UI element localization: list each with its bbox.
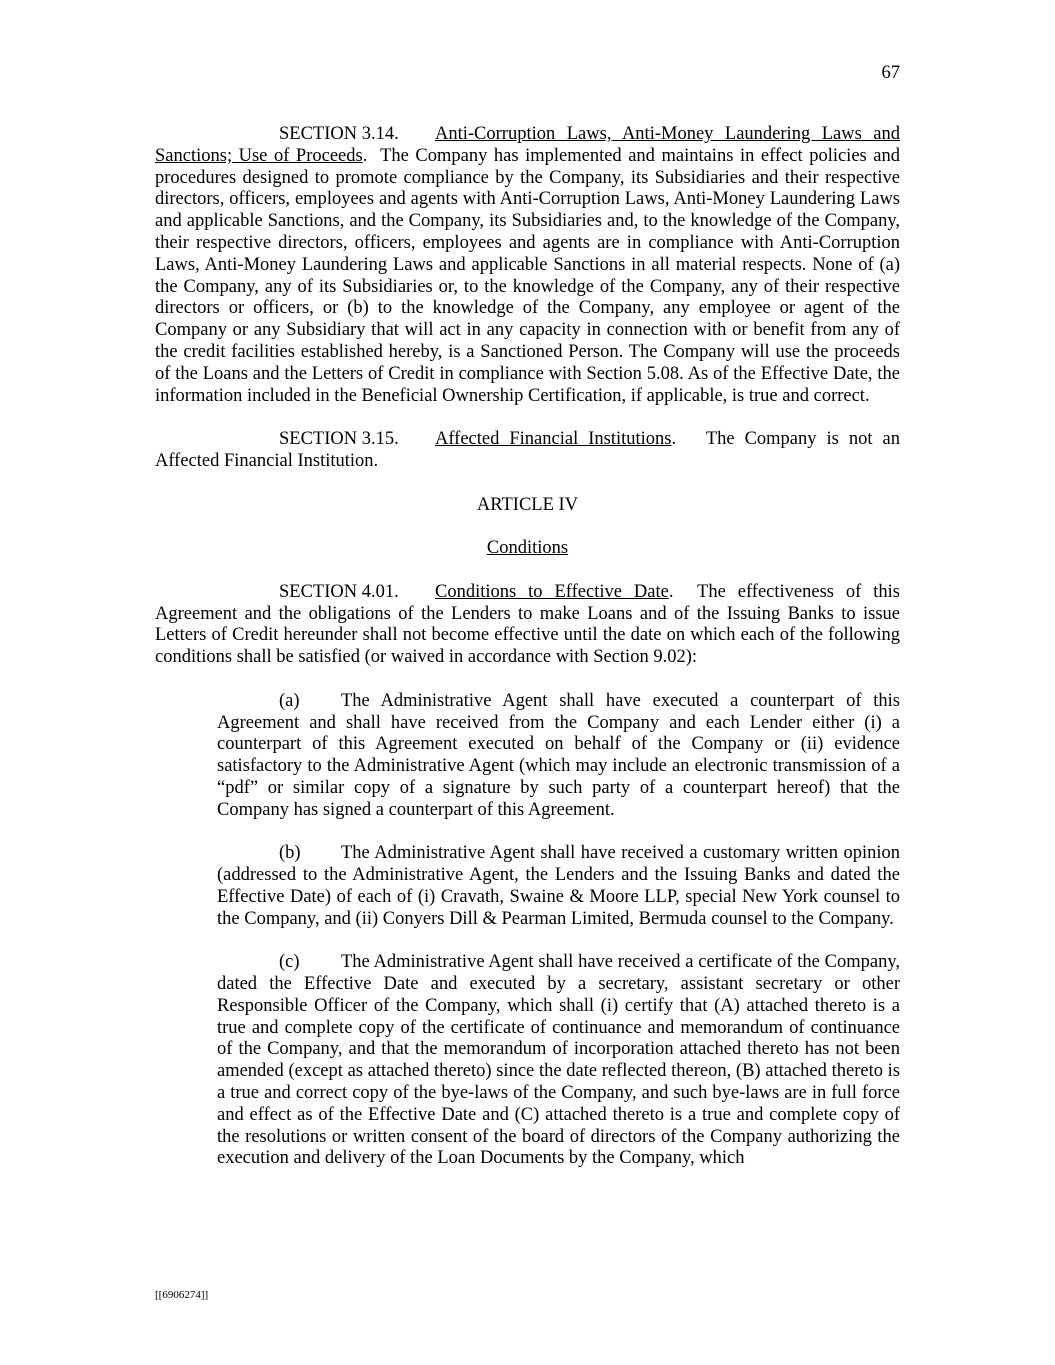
section-3-14 (155, 124, 900, 407)
article-subheading-text: Conditions (486, 538, 569, 559)
section-title: Anti-Corruption Laws, Anti-Money Laundering Laws and Sanctions; Use of Proceeds (155, 124, 900, 166)
article-subheading (155, 538, 900, 560)
page-number: 67 (881, 63, 900, 83)
section-body: The Company has implemented and maintains in effect policies and procedures designed to promote compliance by the Company, its Subsidiaries and their respective directors, officers, employees and agents with Anti-Corruption Laws, Anti-Money Laundering Laws and applicable Sanctions, and the Company, its Subsidiaries and, to the knowledge of the Company, their respective directors, officers, employees and agents are in compliance with Anti-Corruption Laws, Anti-Money Laundering Laws and applicable Sanctions in all material respects. None of (a) the Company, any of its Subsidiaries or, to the knowledge of the Company, any of their respective directors or officers, or (b) to the knowledge of the Company, any employee or agent of the Company or any Subsidiary that will act in any capacity in connection with or benefit from any of the credit facilities established hereby, is a Sanctioned Person. The Company will use the proceeds of the Loans and the Letters of Credit in compliance with Section 5.08. As of the Effective Date, the information included in the Beneficial Ownership Certification, if applicable, is true and correct. (155, 145, 900, 406)
document-id-footer: [[6906274]] (155, 1289, 209, 1301)
clause-a (217, 691, 900, 822)
clause-text: The Administrative Agent shall have executed a counterpart of this Agreement and shall have received from the Company and each Lender either (i) a counterpart of this Agreement executed on behalf of the Company or (ii) evidence satisfactory to the Administrative Agent (which may include an electronic transmission of a “pdf” or similar copy of a signature by such party of a counterpart hereof) that the Company has signed a counterpart of this Agreement. (217, 690, 900, 820)
article-heading: ARTICLE IV (476, 494, 579, 515)
clause-label: (c) (279, 952, 300, 973)
section-title: Conditions to Effective Date (435, 581, 669, 602)
clause-b (217, 843, 900, 930)
section-title-punct: . (671, 429, 677, 450)
clause-label: (a) (279, 690, 300, 711)
section-title: Affected Financial Institutions (435, 429, 672, 450)
section-number: SECTION 3.15. (279, 429, 399, 450)
section-title-punct: . (362, 145, 368, 166)
document-body (155, 124, 900, 1170)
section-number: SECTION 4.01. (279, 581, 399, 602)
section-body: The Company is not an Affected Financial Institution. (155, 429, 900, 471)
section-4-01 (155, 582, 900, 669)
clause-text: The Administrative Agent shall have received a customary written opinion (addressed to the Administrative Agent, the Lenders and the Issuing Banks and dated the Effective Date) of each of (i) Cravath, Swaine & Moore LLP, special New York counsel to the Company, and (ii) Conyers Dill & Pearman Limited, Bermuda counsel to the Company. (217, 843, 900, 929)
section-body: The effectiveness of this Agreement and the obligations of the Lenders to make Loans and of the Issuing Banks to issue Letters of Credit hereunder shall not become effective until the date on which each of the following conditions shall be satisfied (or waived in accordance with Section 9.02): (155, 581, 901, 668)
section-title-punct: . (668, 581, 674, 602)
clause-c (217, 952, 900, 1170)
clause-label: (b) (279, 843, 301, 864)
clause-text: The Administrative Agent shall have received a certificate of the Company, dated the Effective Date and executed by a secretary, assistant secretary or other Responsible Officer of the Company, which shall (i) certify that (A) attached thereto is a true and complete copy of the certificate of continuance and memorandum of continuance of the Company, and that the memorandum of incorporation attached thereto has not been amended (except as attached thereto) since the date reflected thereon, (B) attached thereto is a true and correct copy of the bye-laws of the Company, and such bye-laws are in full force and effect as of the Effective Date and (C) attached thereto is a true and complete copy of the resolutions or written consent of the board of directors of the Company authorizing the execution and delivery of the Loan Documents by the Company, which (217, 952, 900, 1169)
section-number: SECTION 3.14. (279, 124, 399, 144)
section-3-15 (155, 429, 900, 473)
